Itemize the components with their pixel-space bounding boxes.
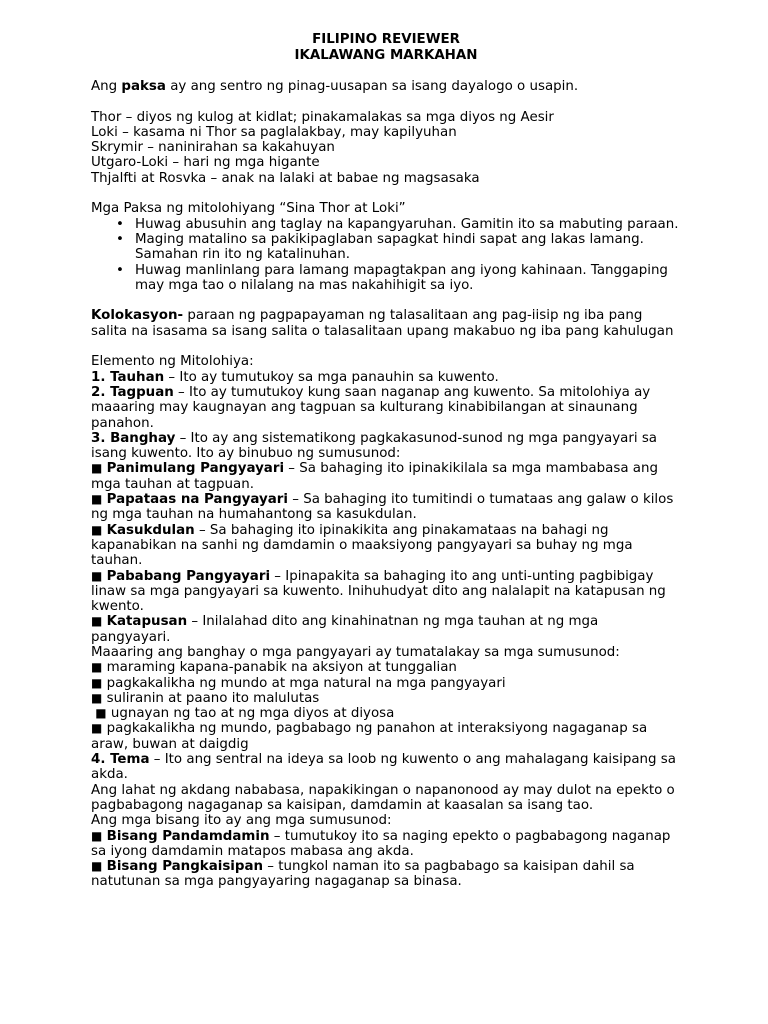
square-bullet-icon: ■ xyxy=(91,828,103,843)
character-line: Thor – diyos ng kulog at kidlat; pinakamalakas sa mga diyos ng Aesir xyxy=(91,109,554,125)
topic-text: pagkakalikha ng mundo, pagbabago ng panahon at interaksiyong nagaganap sa araw, buwan at daigdig xyxy=(91,721,648,752)
banghay-part xyxy=(91,614,681,645)
part-term: Papataas na Pangyayari xyxy=(106,492,288,508)
banghay-entry xyxy=(91,431,681,462)
part-term: Kasukdulan xyxy=(106,522,195,538)
square-bullet-icon: ■ xyxy=(91,675,103,690)
paksa-heading: Mga Paksa ng mitolohiyang “Sina Thor at Loki” xyxy=(91,201,406,217)
square-bullet-icon: ■ xyxy=(91,461,103,476)
character-line: Thjalfti at Rosvka – anak na lalaki at babae ng magsasaka xyxy=(91,170,480,186)
paksa-pre: Ang xyxy=(91,79,122,94)
part-term: Katapusan xyxy=(106,614,188,630)
bullet-item: • Huwag manlinlang para lamang mapagtakpan ang iyong kahinaan. Tanggaping may mga tao o nilalang na mas nakahihigit sa iyo. xyxy=(135,263,681,294)
part-term: Pababang Pangyayari xyxy=(106,568,271,584)
topic-text: ugnayan ng tao at ng mga diyos at diyosa xyxy=(110,706,395,722)
tema-paragraph: Ang lahat ng akdang nababasa, napakikingan o napanonood ay may dulot na epekto o pagbabagong nagaganap sa kaisipan, damdamin at kaasalan sa isang tao. xyxy=(91,782,675,813)
tauhan-text: – Ito ay tumutukoy sa mga panauhin sa kuwento. xyxy=(164,369,499,385)
square-bullet-icon: ■ xyxy=(91,859,103,874)
topic-text: suliranin at paano ito malulutas xyxy=(106,690,320,706)
bisa-heading: Ang mga bisang ito ay ang mga sumusunod: xyxy=(91,813,392,829)
bullet-item: • Huwag abusuhin ang taglay na kapangyaruhan. Gamitin ito sa mabuting paraan. xyxy=(135,217,681,232)
character-line: Utgaro-Loki – hari ng mga higante xyxy=(91,155,320,171)
elemento-heading: Elemento ng Mitolohiya: xyxy=(91,354,254,370)
square-bullet-icon: ■ xyxy=(91,660,103,675)
paksa-definition xyxy=(91,79,681,94)
bullet-item: • Maging matalino sa pakikipaglaban sapagkat hindi sapat ang lakas lamang. Samahan rin ito ng katalinuhan. xyxy=(135,232,681,263)
banghay-topics-heading: Maaaring ang banghay o mga pangyayari ay tumatalakay sa mga sumusunod: xyxy=(91,644,620,660)
reviewer-sheet xyxy=(91,32,681,890)
square-bullet-icon: ■ xyxy=(91,614,103,629)
tema-term: 4. Tema xyxy=(91,752,150,768)
document-subtitle: IKALAWANG MARKAHAN xyxy=(294,48,478,63)
topic-item xyxy=(91,660,681,675)
banghay-term: 3. Banghay xyxy=(91,430,176,446)
kolokasyon-term: Kolokasyon- xyxy=(91,308,184,324)
paksa-post: ay ang sentro ng pinag-uusapan sa isang dayalogo o usapin. xyxy=(165,79,579,94)
tagpuan-term: 2. Tagpuan xyxy=(91,384,174,400)
paksa-bullet-list xyxy=(91,217,681,293)
part-text: – Sa bahaging ito ipinakikita ang pinakamataas na bahagi ng kapanabikan na sanhi ng damdamin o maaksiyong pangyayari sa buhay ng mga tauhan. xyxy=(91,522,633,569)
character-list xyxy=(91,110,681,186)
kolokasyon-definition xyxy=(91,308,681,339)
kolokasyon-text: paraan ng pagpapayaman ng talasalitaan ang pag-iisip ng iba pang salita na isasama sa isang salita o talasalitaan upang makabuo ng iba pang kahulugan xyxy=(91,308,674,339)
part-text: – Sa bahaging ito tumitindi o tumataas ang galaw o kilos ng mga tauhan na humahantong sa kasukdulan. xyxy=(91,492,674,523)
topic-item xyxy=(91,691,681,706)
topic-text: maraming kapana-panabik na aksiyon at tunggalian xyxy=(106,660,457,676)
square-bullet-icon: ■ xyxy=(91,492,103,507)
part-text: – Sa bahaging ito ipinakikilala sa mga mambabasa ang mga tauhan at tagpuan. xyxy=(91,461,658,492)
topic-text: pagkakalikha ng mundo at mga natural na mga pangyayari xyxy=(106,675,506,691)
square-bullet-icon: ■ xyxy=(91,690,103,705)
part-text: – Ipinapakita sa bahaging ito ang unti-unting pagbibigay linaw sa mga pangyayari sa kuwento. Inihuhudyat dito ang nalalapit na katapusan ng kwento. xyxy=(91,568,666,615)
bisa-item xyxy=(91,859,681,890)
bisa-term: Bisang Pangkaisipan xyxy=(106,859,264,875)
square-bullet-icon: ■ xyxy=(91,568,103,583)
tagpuan-entry xyxy=(91,385,681,431)
part-text: – Inilalahad dito ang kinahinatnan ng mga tauhan at ng mga pangyayari. xyxy=(91,614,599,645)
tema-entry xyxy=(91,752,681,783)
tauhan-entry xyxy=(91,370,681,385)
banghay-part xyxy=(91,523,681,569)
tauhan-term: 1. Tauhan xyxy=(91,369,165,385)
tagpuan-text: – Ito ay tumutukoy kung saan naganap ang kuwento. Sa mitolohiya ay maaaring may kaugnayan ang tagpuan sa kulturang kinabibilangan at sinaunang panahon. xyxy=(91,384,651,431)
banghay-part xyxy=(91,492,681,523)
banghay-text: – Ito ay ang sistematikong pagkakasunod-sunod ng mga pangyayari sa isang kuwento. Ito ay binubuo ng sumusunod: xyxy=(91,430,657,462)
paksa-term: paksa xyxy=(121,79,166,94)
bisa-text: – tungkol naman ito sa pagbabago sa kaisipan dahil sa natutunan sa mga pangyayaring nagaganap sa binasa. xyxy=(91,859,635,890)
bisa-term: Bisang Pandamdamin xyxy=(106,828,270,844)
banghay-part xyxy=(91,461,681,492)
square-bullet-icon: ■ xyxy=(91,522,103,537)
bisa-item xyxy=(91,829,681,860)
square-bullet-icon: ■ xyxy=(91,721,103,736)
part-term: Panimulang Pangyayari xyxy=(106,461,285,477)
topic-item xyxy=(91,706,681,721)
bisa-text: – tumutukoy ito sa naging epekto o pagbabagong naganap sa iyong damdamin matapos mabasa ang akda. xyxy=(91,828,671,859)
topic-item xyxy=(91,721,681,752)
banghay-part xyxy=(91,569,681,615)
character-line: Loki – kasama ni Thor sa paglalakbay, may kapilyuhan xyxy=(91,124,457,140)
square-bullet-icon: ■ xyxy=(95,706,107,721)
tema-text: – Ito ang sentral na ideya sa loob ng kuwento o ang mahalagang kaisipang sa akda. xyxy=(91,752,676,783)
document-header xyxy=(91,32,681,64)
character-line: Skrymir – naninirahan sa kakahuyan xyxy=(91,140,335,156)
topic-item xyxy=(91,676,681,691)
document-title: FILIPINO REVIEWER xyxy=(312,32,460,47)
